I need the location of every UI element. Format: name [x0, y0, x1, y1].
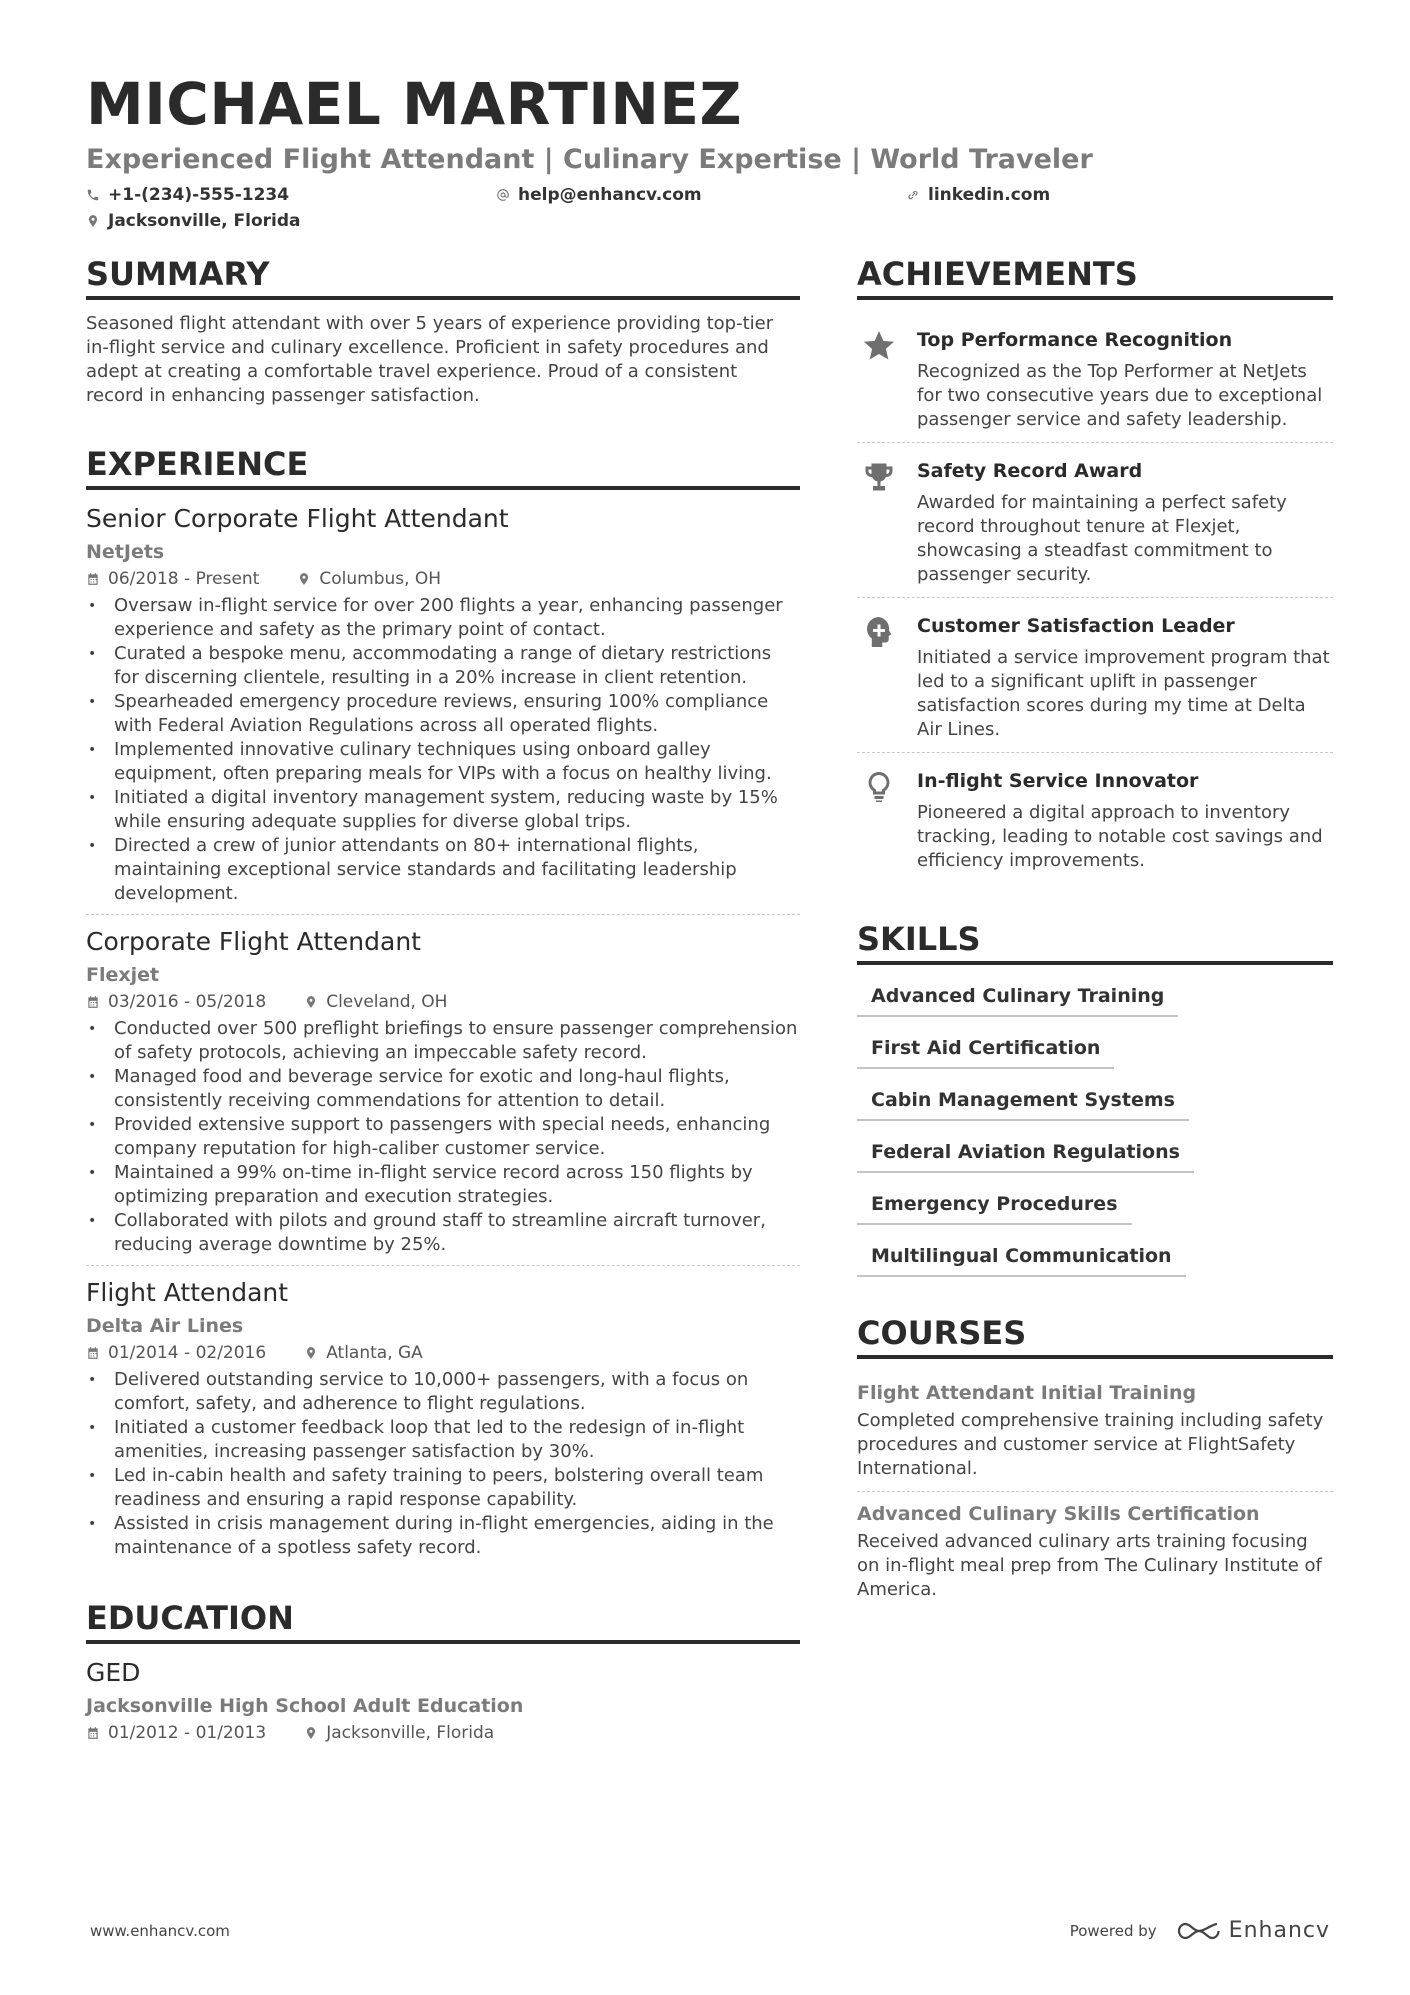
job-entry	[86, 502, 800, 914]
courses-heading: COURSES	[857, 1313, 1333, 1359]
education-heading: EDUCATION	[86, 1598, 800, 1644]
education-dates: 01/2012 - 01/2013	[108, 1723, 267, 1743]
skill-tag: Advanced Culinary Training	[857, 983, 1178, 1017]
location-pin-icon	[297, 572, 311, 586]
achievement-title: Top Performance Recognition	[917, 329, 1233, 351]
powered-by	[1070, 1918, 1330, 1943]
education-degree: GED	[86, 1658, 141, 1687]
course-text: Completed comprehensive training including safety procedures and customer service at FlightSafety International.	[857, 1410, 1324, 1479]
education-location: Jacksonville, Florida	[326, 1723, 495, 1743]
location-pin-icon	[304, 995, 318, 1009]
contact-row	[86, 182, 1326, 208]
courses-section	[857, 1313, 1333, 1612]
education-section	[86, 1598, 800, 1746]
course-title: Advanced Culinary Skills Certification	[857, 1503, 1260, 1525]
achievement-text: Recognized as the Top Performer at NetJets for two consecutive years due to exceptional passenger service and safety leadership.	[917, 361, 1323, 430]
job-location: Columbus, OH	[319, 569, 442, 589]
candidate-tagline: Experienced Flight Attendant | Culinary Expertise | World Traveler	[86, 144, 1093, 175]
list-item: • Oversaw in-flight service for over 200 flights a year, enhancing passenger experience and safety as the primary point of contact.	[86, 594, 800, 642]
job-title: Flight Attendant	[86, 1278, 289, 1307]
calendar-icon	[86, 572, 100, 586]
link-text: linkedin.com	[928, 185, 1051, 205]
resume-header	[86, 72, 1326, 234]
powered-by-label: Powered by	[1069, 1921, 1157, 1940]
job-bullets	[86, 1017, 800, 1257]
list-item: • Provided extensive support to passengers with special needs, enhancing company reputation for high-caliber customer service.	[86, 1113, 800, 1161]
skill-tag: Federal Aviation Regulations	[857, 1139, 1194, 1173]
job-dates: 01/2014 - 02/2016	[108, 1343, 267, 1363]
phone-text: +1-(234)-555-1234	[108, 185, 290, 205]
list-item: • Collaborated with pilots and ground staff to streamline aircraft turnover, reducing average downtime by 25%.	[86, 1209, 800, 1257]
achievement-text: Awarded for maintaining a perfect safety record throughout tenure at Flexjet, showcasing a steadfast commitment to passenger security.	[917, 492, 1287, 585]
achievements-heading: ACHIEVEMENTS	[857, 254, 1333, 300]
job-meta	[86, 989, 800, 1015]
contact-phone	[86, 182, 496, 208]
footer-url[interactable]: www.enhancv.com	[90, 1921, 230, 1940]
left-column	[86, 254, 800, 1782]
list-item: • Initiated a digital inventory management system, reducing waste by 15% while ensuring adequate supplies for diverse global trips.	[86, 786, 800, 834]
job-dates: 03/2016 - 05/2018	[108, 992, 267, 1012]
job-entry	[86, 1265, 800, 1568]
contact-link[interactable]	[906, 182, 1050, 208]
experience-section	[86, 444, 800, 1568]
skills-list	[857, 977, 1333, 1277]
job-dates: 06/2018 - Present	[108, 569, 260, 589]
course-text: Received advanced culinary arts training focusing on in-flight meal prep from The Culinary Institute of America.	[857, 1531, 1322, 1600]
calendar-icon	[86, 1346, 100, 1360]
list-item: • Maintained a 99% on-time in-flight service record across 150 flights by optimizing preparation and execution strategies.	[86, 1161, 800, 1209]
brand-logo[interactable]	[1175, 1918, 1330, 1943]
lightbulb-icon	[861, 769, 897, 805]
job-meta	[86, 566, 800, 592]
job-location: Cleveland, OH	[326, 992, 448, 1012]
page-footer	[90, 1918, 1330, 1943]
achievement-text: Pioneered a digital approach to inventory tracking, leading to notable cost savings and efficiency improvements.	[917, 802, 1323, 871]
contact-row-2	[86, 208, 1326, 234]
location-pin-icon	[304, 1726, 318, 1740]
job-bullets	[86, 594, 800, 906]
skill-tag: Emergency Procedures	[857, 1191, 1132, 1225]
achievement-text: Initiated a service improvement program that led to a significant uplift in passenger satisfaction scores during my time at Delta Air Lines.	[917, 647, 1330, 740]
summary-section	[86, 254, 800, 408]
achievement-item	[857, 752, 1333, 883]
calendar-icon	[86, 995, 100, 1009]
calendar-icon	[86, 1726, 100, 1740]
job-company: Delta Air Lines	[86, 1315, 244, 1337]
location-pin-icon	[86, 214, 100, 228]
contact-email[interactable]	[496, 182, 906, 208]
enhancv-logo-icon	[1175, 1920, 1223, 1942]
skills-section	[857, 919, 1333, 1277]
list-item: • Curated a bespoke menu, accommodating a range of dietary restrictions for discerning clientele, resulting in a 20% increase in client retention.	[86, 642, 800, 690]
list-item: • Implemented innovative culinary techniques using onboard galley equipment, often preparing meals for VIPs with a focus on healthy living.	[86, 738, 800, 786]
list-item: • Assisted in crisis management during in-flight emergencies, aiding in the maintenance of a spotless safety record.	[86, 1512, 800, 1560]
experience-heading: EXPERIENCE	[86, 444, 800, 490]
trophy-icon	[861, 459, 897, 495]
list-item: • Initiated a customer feedback loop that led to the redesign of in-flight amenities, increasing passenger satisfaction by 30%.	[86, 1416, 800, 1464]
phone-icon	[86, 188, 100, 202]
achievement-item	[857, 597, 1333, 752]
course-title: Flight Attendant Initial Training	[857, 1382, 1197, 1404]
list-item: • Delivered outstanding service to 10,000+ passengers, with a focus on comfort, safety, and adherence to flight regulations.	[86, 1368, 800, 1416]
right-column	[857, 254, 1333, 1648]
list-item: • Directed a crew of junior attendants on 80+ international flights, maintaining exceptional service standards and facilitating leadership development.	[86, 834, 800, 906]
achievements-section	[857, 254, 1333, 883]
list-item: • Managed food and beverage service for exotic and long-haul flights, consistently receiving commendations for attention to detail.	[86, 1065, 800, 1113]
job-location: Atlanta, GA	[326, 1343, 423, 1363]
at-icon	[496, 188, 510, 202]
list-item: • Conducted over 500 preflight briefings to ensure passenger comprehension of safety protocols, achieving an impeccable safety record.	[86, 1017, 800, 1065]
list-item: • Led in-cabin health and safety training to peers, bolstering overall team readiness and ensuring a rapid response capability.	[86, 1464, 800, 1512]
course-item	[857, 1491, 1333, 1612]
location-pin-icon	[304, 1346, 318, 1360]
job-entry	[86, 914, 800, 1265]
job-company: Flexjet	[86, 964, 160, 986]
skill-tag: First Aid Certification	[857, 1035, 1114, 1069]
achievement-item	[857, 442, 1333, 597]
job-bullets	[86, 1368, 800, 1560]
location-text: Jacksonville, Florida	[108, 211, 301, 231]
contact-location	[86, 208, 301, 234]
summary-text: Seasoned flight attendant with over 5 years of experience providing top-tier in-flight service and culinary excellence. Proficient in safety procedures and adept at creating a comfortable travel experience. Proud of a consistent record in enhancing passenger satisfaction.	[86, 313, 774, 406]
list-item: • Spearheaded emergency procedure reviews, ensuring 100% compliance with Federal Aviation Regulations across all operated flights.	[86, 690, 800, 738]
summary-heading: SUMMARY	[86, 254, 800, 300]
skill-tag: Cabin Management Systems	[857, 1087, 1189, 1121]
brand-name: Enhancv	[1228, 1918, 1330, 1943]
job-meta	[86, 1340, 800, 1366]
star-icon	[861, 328, 897, 364]
skill-tag: Multilingual Communication	[857, 1243, 1186, 1277]
job-company: NetJets	[86, 541, 165, 563]
achievement-item	[857, 312, 1333, 442]
head-icon	[861, 614, 897, 650]
education-school: Jacksonville High School Adult Education	[86, 1695, 524, 1717]
skills-heading: SKILLS	[857, 919, 1333, 965]
achievement-title: Safety Record Award	[917, 460, 1143, 482]
course-item	[857, 1371, 1333, 1491]
achievement-title: In-flight Service Innovator	[917, 770, 1199, 792]
achievement-title: Customer Satisfaction Leader	[917, 615, 1235, 637]
job-title: Corporate Flight Attendant	[86, 927, 421, 956]
education-meta	[86, 1720, 800, 1746]
email-text: help@enhancv.com	[518, 185, 702, 205]
link-icon	[906, 188, 920, 202]
candidate-name: MICHAEL MARTINEZ	[86, 70, 743, 138]
job-title: Senior Corporate Flight Attendant	[86, 504, 509, 533]
